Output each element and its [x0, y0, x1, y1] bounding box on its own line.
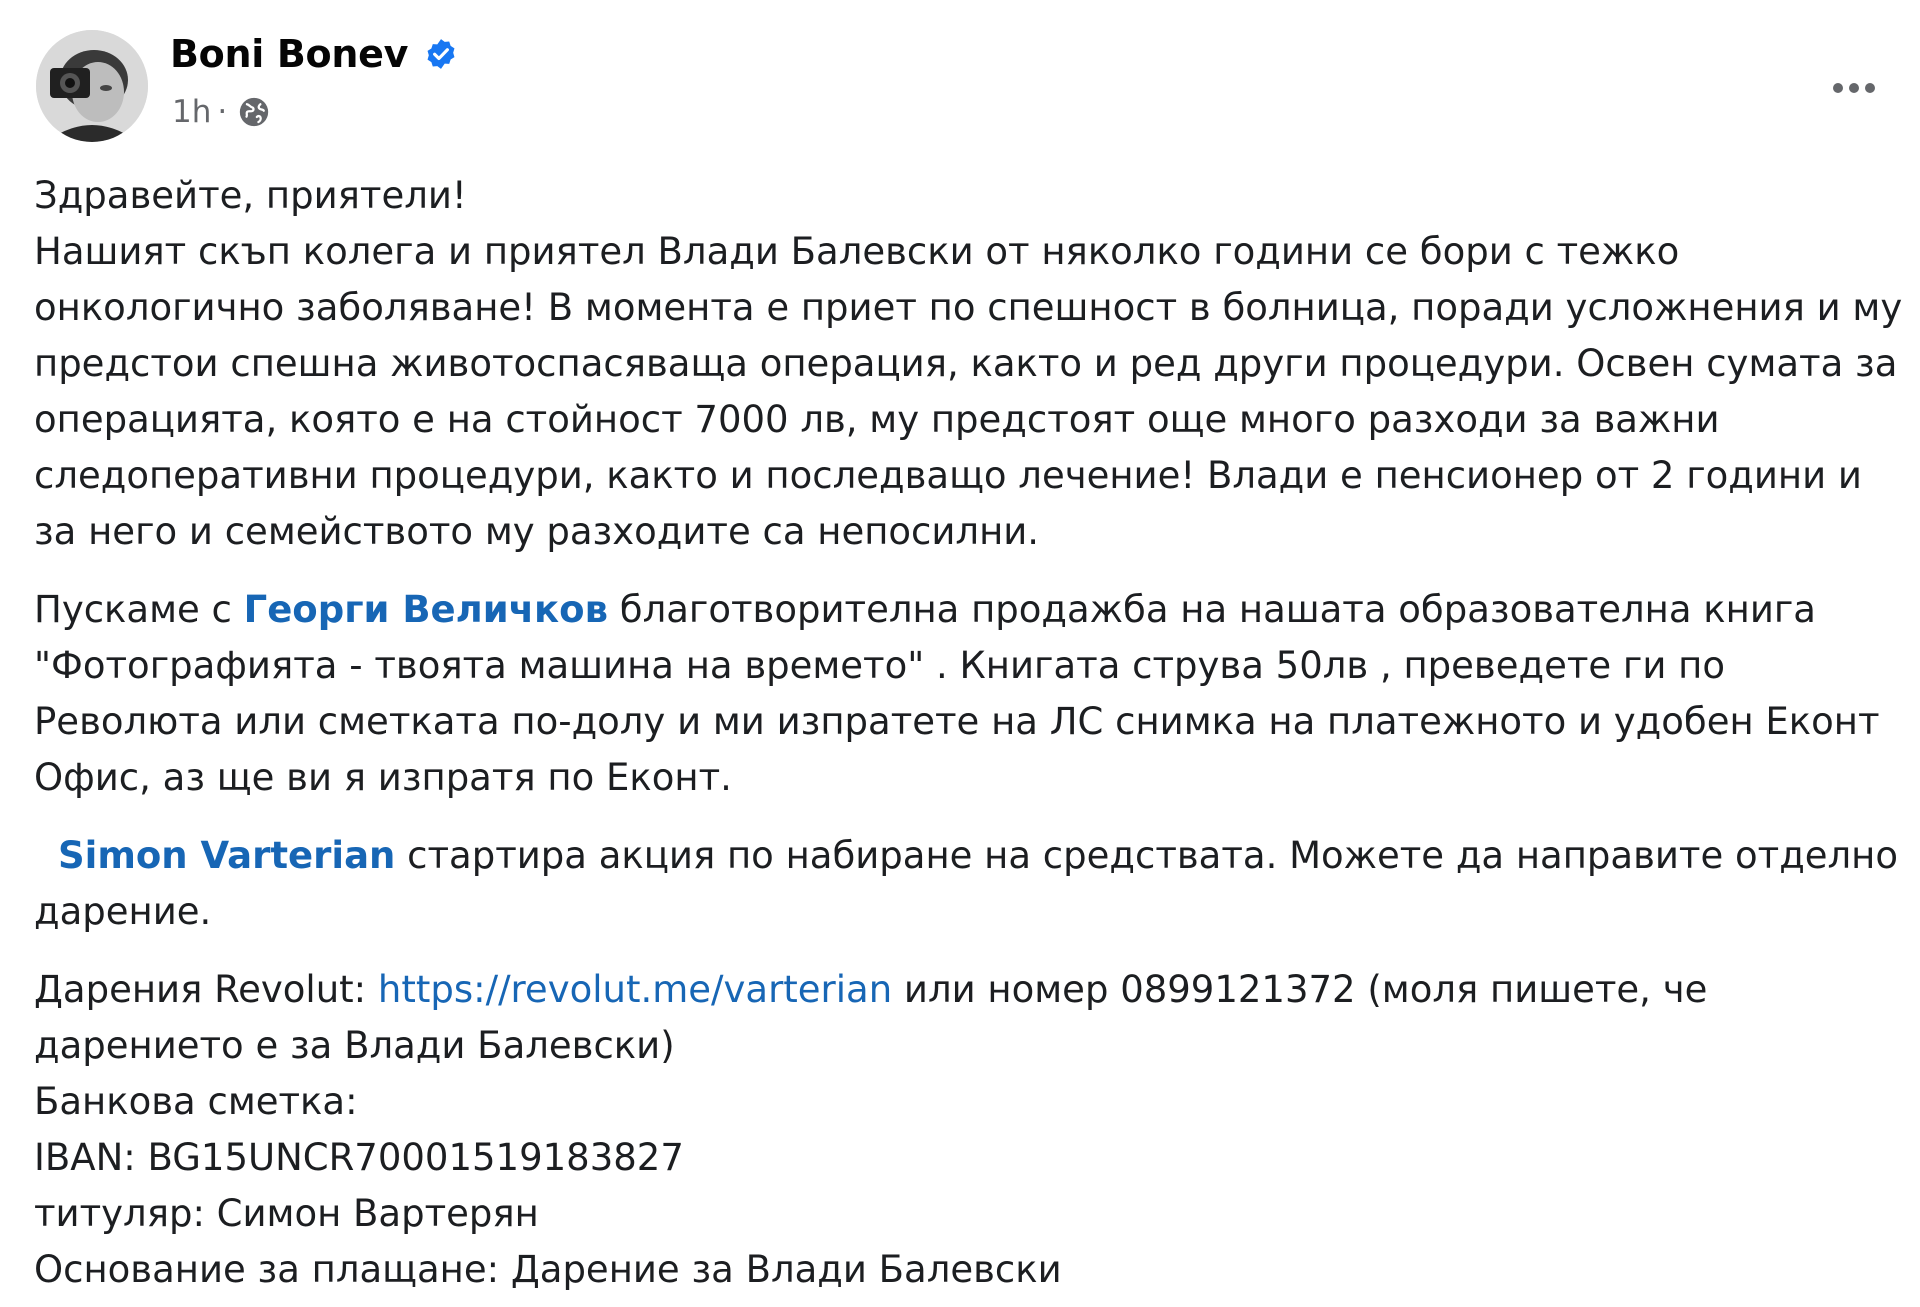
paragraph-fundraiser — [34, 828, 1904, 940]
verified-badge-icon — [424, 37, 458, 71]
meta-separator: · — [217, 94, 228, 130]
text-fragment: Пускаме с — [34, 588, 244, 631]
account-holder: титуляр: Симон Вартерян — [34, 1192, 539, 1235]
avatar-photo-icon — [36, 30, 148, 142]
author-avatar[interactable] — [36, 30, 148, 142]
more-options-button[interactable] — [1826, 60, 1882, 116]
payment-reason: Основание за плащане: Дарение за Влади Балевски — [34, 1248, 1062, 1291]
iban: IBAN: BG15UNCR70001519183827 — [34, 1136, 684, 1179]
post-content — [34, 168, 1904, 1298]
paragraph-book-sale — [34, 582, 1904, 806]
mention-simon-varterian[interactable]: Simon Varterian — [58, 834, 396, 877]
globe-icon[interactable] — [237, 95, 271, 129]
author-line — [170, 32, 458, 76]
paragraph-story: Нашият скъп колега и приятел Влади Балевски от няколко години се бори с тежко онкологично заболяване! В момента е приет по спешност в болница, поради усложнения и му предстои спешна животоспасяваща операция, както и ред други процедури. Освен сумата за операцията, която е на стойност 7000 лв, му предстоят още много разходи за важни следоперативни процедури, както и последващо лечение! Влади е пенсионер от 2 години и за него и семейството му разходите са непосилни. — [34, 230, 1903, 553]
text-fragment: Дарения Revolut: — [34, 968, 378, 1011]
text-fragment: стартира акция по набиране на средствата. Можете да направите отделно дарение. — [34, 834, 1899, 933]
bank-title: Банкова сметка: — [34, 1080, 358, 1123]
more-options-icon — [1832, 82, 1876, 94]
text-fragment: благотворителна продажба на нашата образователна книга "Фотографията - твоята машина на времето" . Книгата струва 50лв , преведете ги по Революта или сметката по-долу и ми изпратете на ЛС снимка на платежното и удобен Еконт Офис, аз ще ви я изпратя по Еконт. — [34, 588, 1880, 799]
post-header — [36, 30, 1896, 150]
text-fragment: или номер 0899121372 (моля пишете, че дарението е за Влади Балевски) — [34, 968, 1708, 1067]
author-name[interactable]: Boni Bonev — [170, 32, 409, 76]
paragraph-revolut — [34, 962, 1904, 1074]
mention-georgi-velichkov[interactable]: Георги Величков — [243, 588, 609, 631]
post-meta — [172, 94, 271, 130]
post-time[interactable]: 1h — [172, 94, 212, 130]
revolut-link[interactable]: https://revolut.me/varterian — [377, 968, 893, 1011]
greeting: Здравейте, приятели! — [34, 174, 467, 217]
